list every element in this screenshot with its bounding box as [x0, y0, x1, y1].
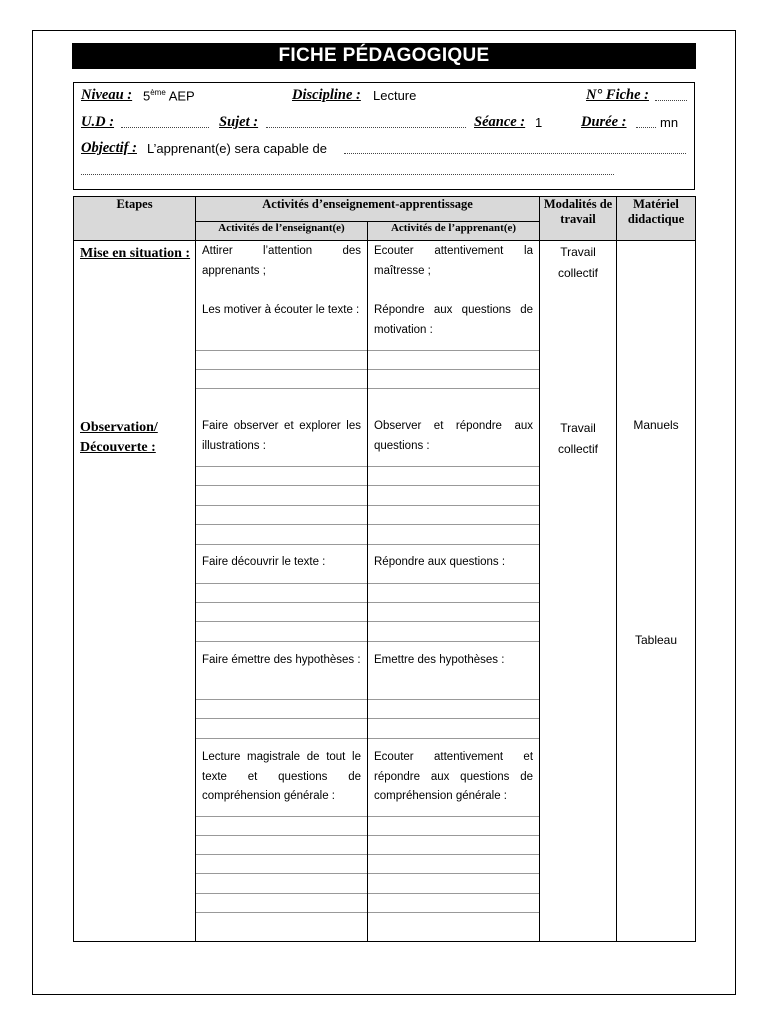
header-activites-enseignant: Activités de l’enseignant(e) — [196, 222, 368, 241]
writing-line — [196, 544, 367, 545]
writing-line — [368, 718, 539, 719]
objectif-field-line-2[interactable] — [81, 174, 614, 175]
apprenant-activity: Ecouter attentivement la maîtresse ; — [374, 245, 534, 277]
writing-line — [368, 466, 539, 467]
apprenant-column — [368, 241, 540, 942]
discipline-label: Discipline : — [292, 87, 361, 103]
writing-line — [368, 485, 539, 486]
modalite-mise-en-situation: Travail collectif — [558, 245, 599, 280]
writing-line — [196, 816, 367, 817]
header-activites: Activités d’enseignement-apprentissage — [196, 197, 540, 222]
writing-line — [196, 350, 367, 351]
fiche-number-field[interactable] — [655, 100, 687, 101]
activity-table — [73, 196, 696, 942]
apprenant-activity: Observer et répondre aux questions : — [374, 420, 534, 452]
writing-line — [368, 835, 539, 836]
header-etapes: Etapes — [74, 197, 196, 241]
ud-field[interactable] — [121, 127, 209, 128]
materiel-tableau: Tableau — [634, 633, 678, 647]
writing-line — [368, 621, 539, 622]
writing-line — [196, 641, 367, 642]
writing-line — [196, 621, 367, 622]
duree-unit: mn — [660, 115, 679, 130]
writing-line — [196, 388, 367, 389]
writing-line — [368, 738, 539, 739]
etape-observation-decouverte: Observation/ Découverte : — [80, 420, 158, 455]
page-title: FICHE PÉDAGOGIQUE — [72, 43, 696, 69]
writing-line — [368, 524, 539, 525]
header-info-box — [73, 82, 695, 190]
header-materiel: Matériel didactique — [617, 197, 696, 241]
writing-line — [368, 505, 539, 506]
writing-line — [368, 699, 539, 700]
writing-line — [196, 524, 367, 525]
seance-value: 1 — [535, 115, 543, 130]
enseignant-activity: Attirer l’attention des apprenants ; — [202, 245, 361, 277]
writing-line — [368, 816, 539, 817]
objectif-value: L’apprenant(e) sera capable de — [147, 141, 327, 156]
enseignant-activity: Les motiver à écouter le texte : — [202, 304, 360, 316]
duree-field[interactable] — [636, 127, 656, 128]
apprenant-activity: Ecouter attentivement et répondre aux questions de compréhension générale : — [374, 751, 534, 802]
writing-line — [368, 388, 539, 389]
fiche-number-label: N° Fiche : — [586, 87, 649, 103]
enseignant-activity: Lecture magistrale de tout le texte et questions de compréhension générale : — [202, 751, 361, 802]
writing-line — [196, 854, 367, 855]
writing-line — [368, 912, 539, 913]
header-modalites: Modalités de travail — [540, 197, 617, 241]
apprenant-activity: Répondre aux questions : — [374, 556, 506, 568]
header-activites-apprenant: Activités de l’apprenant(e) — [368, 222, 540, 241]
writing-line — [368, 544, 539, 545]
writing-line — [196, 873, 367, 874]
apprenant-activity: Répondre aux questions de motivation : — [374, 304, 534, 336]
modalites-column — [540, 241, 617, 942]
seance-label: Séance : — [474, 114, 526, 130]
writing-line — [196, 893, 367, 894]
writing-line — [368, 641, 539, 642]
writing-line — [196, 369, 367, 370]
writing-line — [196, 912, 367, 913]
writing-line — [368, 854, 539, 855]
writing-line — [368, 602, 539, 603]
sujet-label: Sujet : — [219, 114, 259, 130]
writing-line — [368, 583, 539, 584]
writing-line — [196, 583, 367, 584]
modalite-observation: Travail collectif — [558, 421, 599, 456]
writing-line — [368, 350, 539, 351]
writing-line — [196, 835, 367, 836]
etape-mise-en-situation: Mise en situation : — [80, 246, 191, 261]
writing-line — [196, 485, 367, 486]
discipline-value: Lecture — [373, 88, 417, 103]
duree-label: Durée : — [581, 114, 627, 130]
materiel-manuels: Manuels — [633, 418, 679, 432]
enseignant-activity: Faire émettre des hypothèses : — [202, 654, 361, 666]
writing-line — [368, 893, 539, 894]
ud-label: U.D : — [81, 114, 115, 130]
writing-line — [196, 738, 367, 739]
objectif-field[interactable] — [344, 153, 686, 154]
enseignant-activity: Faire découvrir le texte : — [202, 556, 326, 568]
objectif-label: Objectif : — [81, 140, 137, 156]
apprenant-activity: Emettre des hypothèses : — [374, 654, 505, 666]
writing-line — [196, 602, 367, 603]
writing-line — [196, 505, 367, 506]
niveau-label: Niveau : — [81, 87, 133, 103]
enseignant-activity: Faire observer et explorer les illustrations : — [202, 420, 361, 452]
niveau-value: 5ème AEP — [143, 88, 195, 104]
materiel-column — [617, 241, 696, 942]
sujet-field[interactable] — [266, 127, 466, 128]
etapes-column — [74, 241, 196, 942]
writing-line — [368, 369, 539, 370]
enseignant-column — [196, 241, 368, 942]
writing-line — [368, 873, 539, 874]
writing-line — [196, 699, 367, 700]
writing-line — [196, 718, 367, 719]
writing-line — [196, 466, 367, 467]
